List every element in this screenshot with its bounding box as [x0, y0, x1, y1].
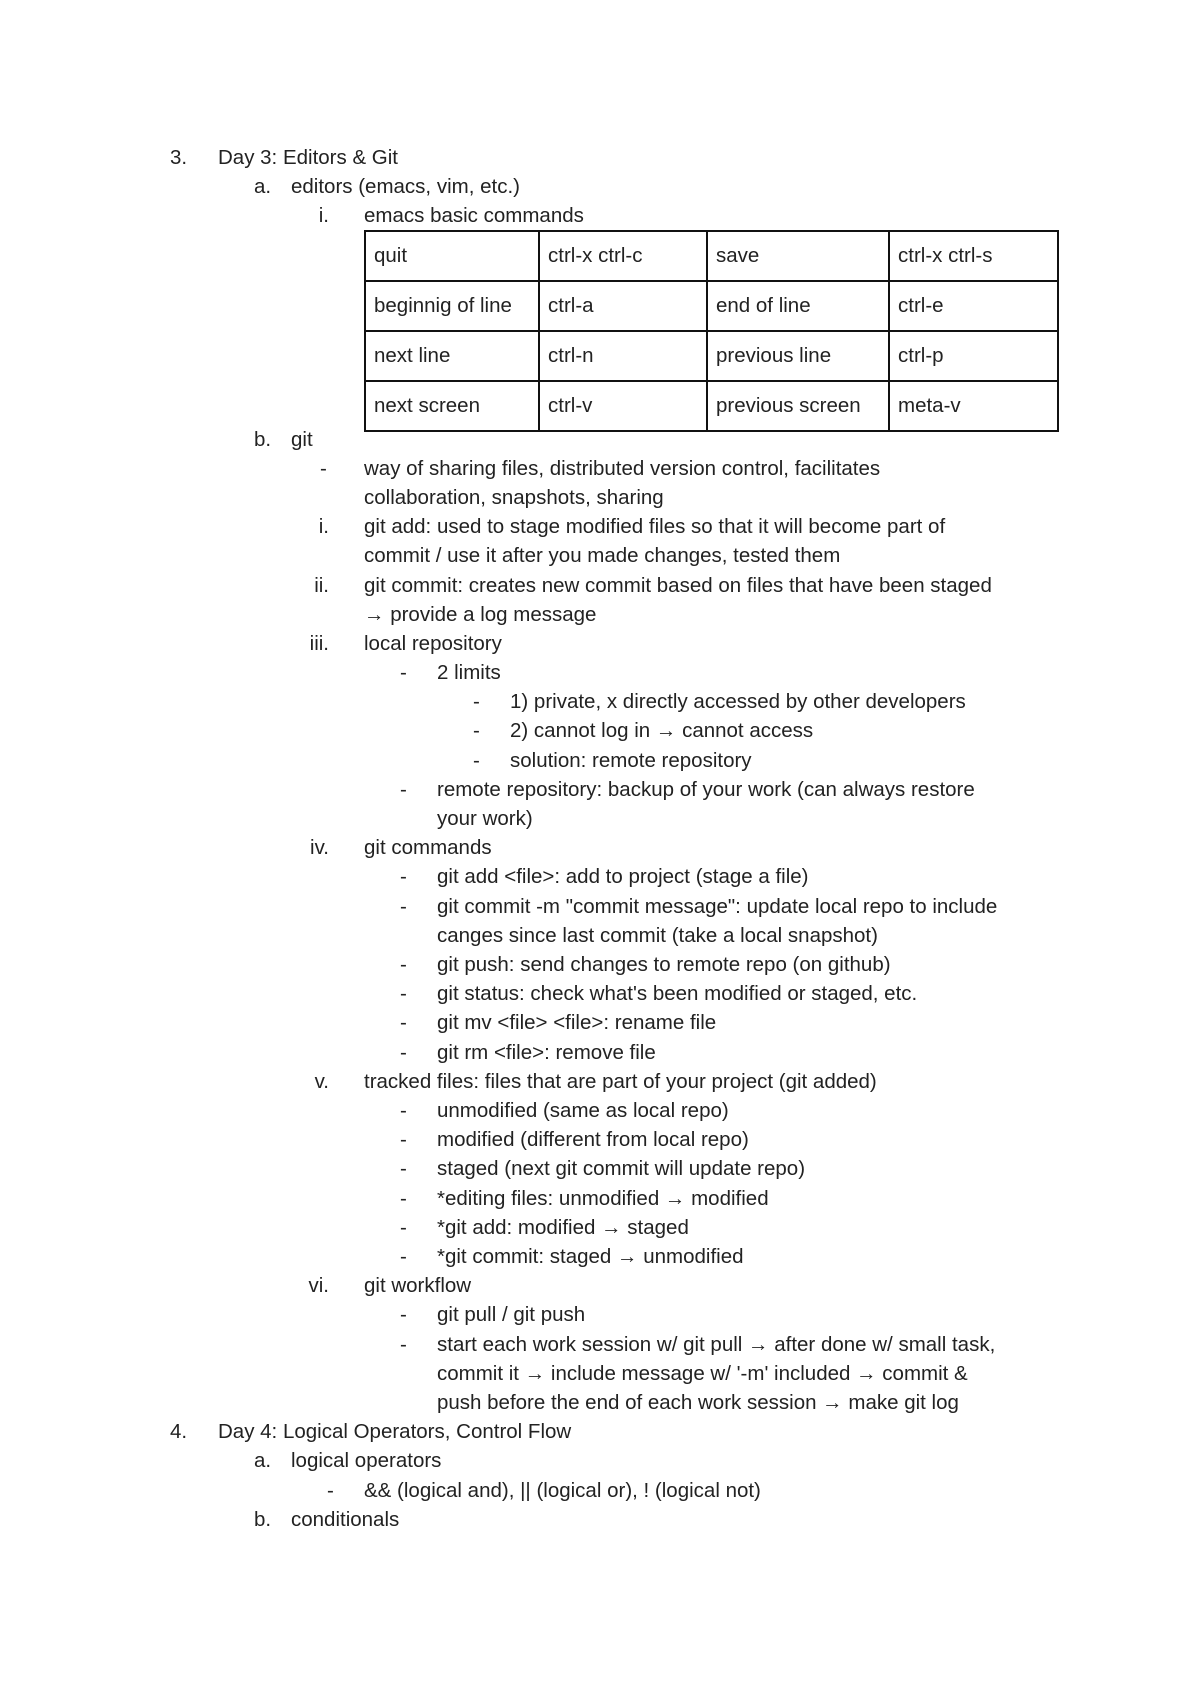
table-cell: next screen: [365, 381, 539, 431]
table-cell: ctrl-x ctrl-c: [539, 231, 707, 281]
notes-page: 3. Day 3: Editors & Git a. editors (emacs, vim, etc.) i. emacs basic commands quit ctrl-x ctrl-c save ctrl-x ctrl-s beginnig of line ctrl-a end of line ctrl-e next line ctrl-n previous line ctrl-p next screen ctrl-v previous screen meta-v b. git - way of sharing files, distributed version control, facilitates collaboration, snapshots, sharing i. git add: used to stage modified files so that it will become part of commit / use it after you made changes, tested them ii. git commit: creates new commit based on files that have been staged → provide a log message iii. local repository - 2 limits - 1) private, x directly accessed by other developers - 2) cannot log in → cannot access - solution: remote repository - remote repository: backup of your work (can always restore your work) iv. git commands - git add <file>: add to project (stage a file) - git commit -m "commit message": update local repo to include canges since last commit (take a local snapshot) - git push: send changes to remote repo (on github) - git status: check what's been modified or staged, etc. - git mv <file> <file>: rename file - git rm <file>: remove file v. tracked files: files that are part of your project (git added) - unmodified (same as local repo) - modified (different from local repo) - staged (next git commit will update repo) - *editing files: unmodified → modified - *git add: modified → staged - *git commit: staged → unmodified vi. git workflow - git pull / git push - start each work session w/ git pull → after done w/ small task, commit it → include message w/ '-m' included → commit & push before the end of each work session → make git log 4. Day 4: Logical Operators, Control Flow a. logical operators - && (logical and), || (logical or), ! (logical not) b. conditionals: [0, 0, 1200, 1694]
table-cell: ctrl-a: [539, 281, 707, 331]
table-cell: ctrl-n: [539, 331, 707, 381]
bullet: -: [400, 1011, 407, 1034]
list-number: 4.: [170, 1420, 188, 1443]
bullet: -: [400, 661, 407, 684]
table-cell: next line: [365, 331, 539, 381]
list-number: 3.: [170, 146, 188, 169]
bullet: -: [400, 895, 407, 918]
bullet: -: [400, 865, 407, 888]
bullet: -: [400, 1099, 407, 1122]
bullet: -: [327, 1479, 334, 1502]
table-row: [365, 281, 1058, 331]
table-cell: ctrl-e: [889, 281, 1058, 331]
bullet: -: [400, 1041, 407, 1064]
bullet: -: [400, 1216, 407, 1239]
bullet: -: [320, 457, 327, 480]
bullet: -: [400, 982, 407, 1005]
bullet: -: [400, 1333, 407, 1356]
table-cell: quit: [365, 231, 539, 281]
bullet: -: [400, 1303, 407, 1326]
bullet: -: [400, 953, 407, 976]
bullet: -: [473, 719, 480, 742]
bullet: -: [400, 778, 407, 801]
bullet: -: [400, 1187, 407, 1210]
table-cell: ctrl-x ctrl-s: [889, 231, 1058, 281]
heading-text: Day 4: Logical Operators, Control Flow: [218, 1420, 572, 1443]
emacs-commands-table: [364, 230, 1059, 432]
table-cell: save: [707, 231, 889, 281]
bullet: -: [400, 1128, 407, 1151]
table-cell: end of line: [707, 281, 889, 331]
heading-text: Day 3: Editors & Git: [218, 146, 399, 169]
table-cell: beginnig of line: [365, 281, 539, 331]
table-cell: meta-v: [889, 381, 1058, 431]
table-cell: ctrl-p: [889, 331, 1058, 381]
bullet: -: [400, 1245, 407, 1268]
bullet: -: [400, 1157, 407, 1180]
table-cell: ctrl-v: [539, 381, 707, 431]
table-row: [365, 331, 1058, 381]
bullet: -: [473, 749, 480, 772]
bullet: -: [473, 690, 480, 713]
table-cell: previous screen: [707, 381, 889, 431]
table-row: [365, 381, 1058, 431]
table-cell: previous line: [707, 331, 889, 381]
table-row: [365, 231, 1058, 281]
